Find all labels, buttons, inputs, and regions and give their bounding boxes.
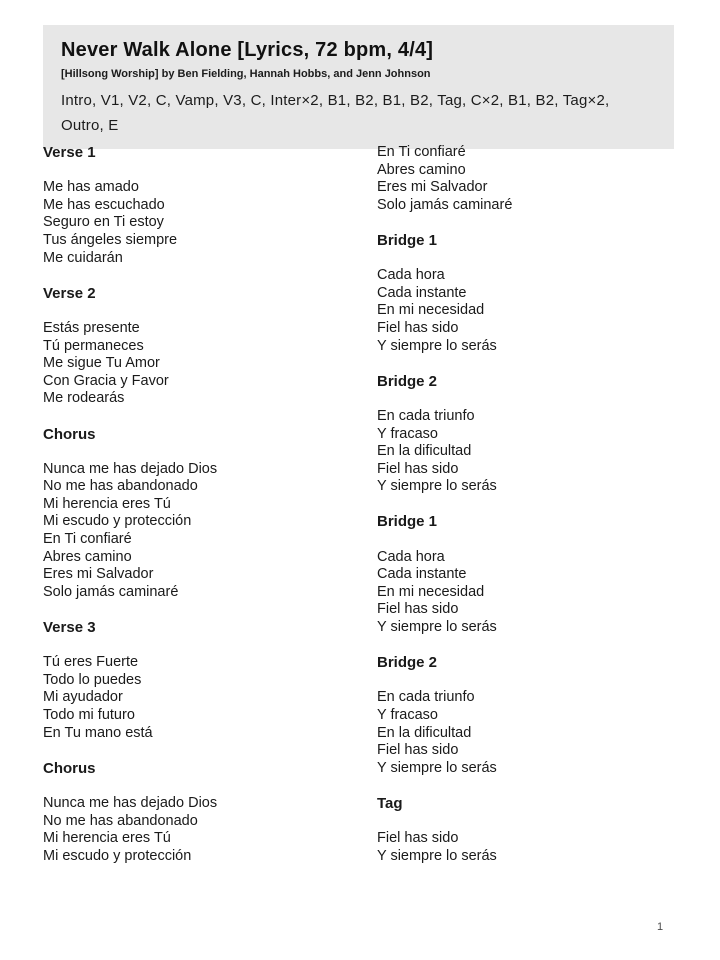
lyric-section bbox=[377, 795, 703, 865]
lyric-section bbox=[377, 373, 703, 496]
lyric-line: Y siempre lo serás bbox=[377, 478, 497, 495]
lyric-line: En Ti confiaré bbox=[377, 144, 466, 160]
lyric-line: Y siempre lo serás bbox=[377, 847, 497, 864]
lyric-line: Cada instante bbox=[377, 566, 467, 583]
lyric-line: Cada hora bbox=[377, 548, 445, 565]
song-header bbox=[43, 25, 674, 149]
lyric-line: En Tu mano está bbox=[43, 724, 153, 741]
lyric-line: Y siempre lo serás bbox=[377, 759, 497, 776]
lyric-section bbox=[43, 426, 369, 602]
lyric-line: Con Gracia y Favor bbox=[43, 372, 169, 389]
lyric-line: Mi escudo y protección bbox=[43, 513, 192, 530]
lyric-section bbox=[43, 285, 369, 408]
lyric-line: No me has abandonado bbox=[43, 812, 198, 829]
lyric-line: Abres camino bbox=[377, 161, 466, 178]
lyric-line: Me rodearás bbox=[43, 390, 125, 407]
lyric-line: Todo lo puedes bbox=[43, 671, 142, 688]
lyric-line: En cada triunfo bbox=[377, 689, 475, 706]
lyric-line: Y fracaso bbox=[377, 707, 438, 723]
song-arrangement: Intro, V1, V2, C, Vamp, V3, C, Inter×2, B1, B2, B1, B2, Tag, C×2, B1, B2, Tag×2, Outro, E bbox=[61, 92, 610, 134]
lyric-line: Fiel has sido bbox=[377, 742, 459, 759]
section-heading: Tag bbox=[377, 794, 403, 812]
lyric-line: Cada hora bbox=[377, 267, 445, 284]
lyric-line: Me has escuchado bbox=[43, 196, 165, 213]
lyric-line: Mi herencia eres Tú bbox=[43, 830, 171, 847]
section-heading: Chorus bbox=[43, 425, 96, 443]
lyric-line: Eres mi Salvador bbox=[377, 179, 488, 196]
lyric-line: En cada triunfo bbox=[377, 407, 475, 424]
lyric-line: Abres camino bbox=[43, 548, 132, 565]
lyric-line: No me has abandonado bbox=[43, 478, 198, 495]
lyric-section bbox=[377, 654, 703, 777]
lyric-line: Mi ayudador bbox=[43, 689, 123, 706]
lyric-line: Nunca me has dejado Dios bbox=[43, 460, 218, 477]
section-heading: Bridge 1 bbox=[377, 231, 438, 249]
section-heading: Verse 3 bbox=[43, 619, 96, 637]
page-number: 1 bbox=[657, 921, 664, 933]
lyric-line: Fiel has sido bbox=[377, 601, 459, 618]
song-byline: [Hillsong Worship] by Ben Fielding, Hannah Hobbs, and Jenn Johnson bbox=[61, 68, 431, 80]
lyric-line: Solo jamás caminaré bbox=[43, 583, 179, 600]
lyric-line: Tus ángeles siempre bbox=[43, 231, 178, 248]
lyric-line: Fiel has sido bbox=[377, 460, 459, 477]
lyric-section bbox=[377, 232, 703, 355]
lyric-line: En mi necesidad bbox=[377, 302, 485, 319]
lyric-section bbox=[377, 513, 703, 636]
song-title: Never Walk Alone [Lyrics, 72 bpm, 4/4] bbox=[61, 39, 434, 61]
lyric-line: Fiel has sido bbox=[377, 319, 459, 336]
lyric-line: En la dificultad bbox=[377, 724, 472, 741]
lyric-line: Me sigue Tu Amor bbox=[43, 355, 160, 372]
lyric-line: Fiel has sido bbox=[377, 830, 459, 847]
lyric-line: Tú permaneces bbox=[43, 337, 144, 354]
lyric-line: Mi herencia eres Tú bbox=[43, 495, 171, 512]
lyric-line: Y fracaso bbox=[377, 425, 438, 442]
lyric-line: En mi necesidad bbox=[377, 583, 485, 600]
lyric-line: Cada instante bbox=[377, 284, 467, 301]
lyric-line: Eres mi Salvador bbox=[43, 566, 154, 583]
lyric-line: Me cuidarán bbox=[43, 249, 123, 266]
lyric-section bbox=[377, 144, 703, 214]
lyric-line: Estás presente bbox=[43, 319, 140, 336]
section-heading: Chorus bbox=[43, 759, 96, 777]
section-heading: Bridge 1 bbox=[377, 513, 438, 531]
lyric-line: En Ti confiaré bbox=[43, 531, 132, 548]
lyric-section bbox=[43, 760, 369, 866]
lyric-line: Mi escudo y protección bbox=[43, 847, 192, 864]
lyric-line: Solo jamás caminaré bbox=[377, 196, 513, 213]
lyric-line: Me has amado bbox=[43, 179, 139, 196]
lyric-line: Nunca me has dejado Dios bbox=[43, 794, 218, 811]
lyric-line: Y siempre lo serás bbox=[377, 619, 497, 636]
section-heading: Verse 2 bbox=[43, 284, 96, 302]
lyric-section bbox=[43, 619, 369, 742]
section-heading: Bridge 2 bbox=[377, 654, 438, 672]
section-heading: Bridge 2 bbox=[377, 372, 438, 390]
lyric-line: Seguro en Ti estoy bbox=[43, 214, 164, 231]
lyric-line: Tú eres Fuerte bbox=[43, 654, 139, 671]
lyrics-column-right bbox=[377, 144, 703, 883]
section-heading: Verse 1 bbox=[43, 144, 96, 161]
lyric-line: En la dificultad bbox=[377, 443, 472, 460]
lyric-line: Y siempre lo serás bbox=[377, 337, 497, 354]
lyrics-column-left bbox=[43, 144, 369, 883]
lyric-section bbox=[43, 144, 369, 267]
lyric-line: Todo mi futuro bbox=[43, 707, 135, 723]
